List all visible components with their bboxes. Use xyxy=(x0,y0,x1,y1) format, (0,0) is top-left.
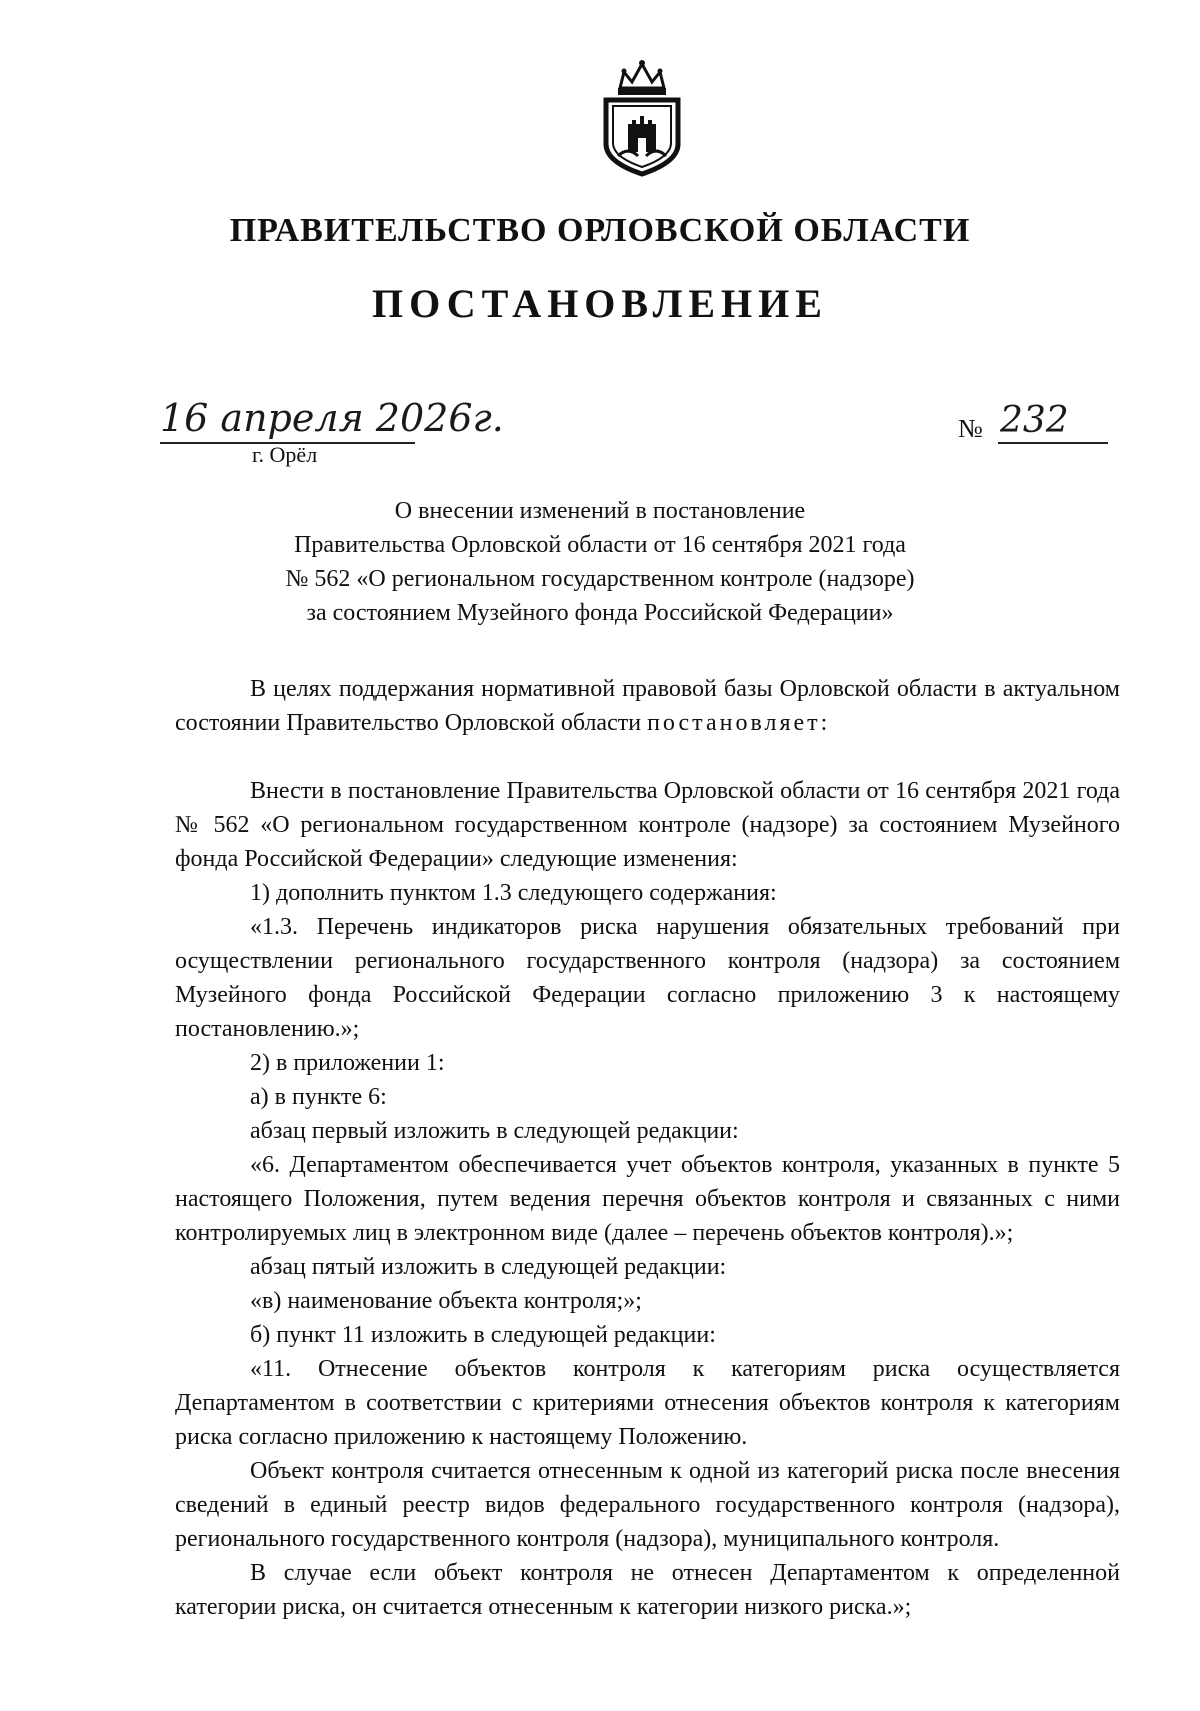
body-paragraph: «11. Отнесение объектов контроля к категориям риска осуществляется Департаментом в соответствии с критериями отнесения объектов контроля к категориям риска согласно приложению к настоящему Положению. xyxy=(175,1356,1120,1450)
body-paragraph: «1.3. Перечень индикаторов риска нарушения обязательных требований при осуществлении регионального государственного контроля (надзора) за состоянием Музейного фонда Российской Федерации согласно приложению 3 к настоящему постановлению.»; xyxy=(175,914,1120,1042)
body-paragraph: Внести в постановление Правительства Орловской области от 16 сентября 2021 года № 562 «О региональном государственном контроле (надзоре) за состоянием Музейного фонда Российской Федерации» следующие изменения: xyxy=(175,778,1120,872)
number-underline xyxy=(998,442,1108,444)
body-paragraph: «6. Департаментом обеспечивается учет объектов контроля, указанных в пункте 5 настоящего Положения, путем ведения перечня объектов контроля и связанных с ними контролируемых лиц в электронном виде (далее – перечень объектов контроля).»; xyxy=(175,1152,1120,1246)
organization-name: ПРАВИТЕЛЬСТВО ОРЛОВСКОЙ ОБЛАСТИ xyxy=(229,212,971,249)
body-paragraph: б) пункт 11 изложить в следующей редакции: xyxy=(250,1322,716,1348)
coat-of-arms-icon xyxy=(598,58,686,178)
body-paragraph: «в) наименование объекта контроля;»; xyxy=(250,1288,642,1314)
title-line: за состоянием Музейного фонда Российской Федерации» xyxy=(306,600,894,626)
body-paragraph: В случае если объект контроля не отнесен Департаментом к определенной категории риска, он считается отнесенным к категории низкого риска.»; xyxy=(175,1560,1120,1620)
preamble-text: В целях поддержания нормативной правовой базы Орловской области в актуальном состоянии Правительство Орловской области xyxy=(175,676,1120,736)
preamble-paragraph xyxy=(175,672,1120,740)
body-paragraph: а) в пункте 6: xyxy=(250,1084,387,1110)
preamble-end: : xyxy=(820,710,828,736)
body-paragraph: 2) в приложении 1: xyxy=(250,1050,445,1076)
document-number: 232 xyxy=(1000,400,1069,441)
document-date: 16 апреля 2026г. xyxy=(160,396,504,440)
document-type: ПОСТАНОВЛЕНИЕ xyxy=(372,281,828,326)
body-paragraph: абзац первый изложить в следующей редакции: xyxy=(250,1118,739,1144)
document-city: г. Орёл xyxy=(252,442,318,467)
document-body xyxy=(175,672,1120,1624)
title-line: № 562 «О региональном государственном контроле (надзоре) xyxy=(285,566,915,592)
body-paragraph: 1) дополнить пунктом 1.3 следующего содержания: xyxy=(250,880,777,906)
preamble-verb: постановляет xyxy=(647,710,821,736)
document-title xyxy=(240,494,960,630)
title-line: О внесении изменений в постановление xyxy=(394,498,806,524)
body-paragraph: Объект контроля считается отнесенным к одной из категорий риска после внесения сведений в единый реестр видов федерального государственного контроля (надзора), регионального государственного контроля (надзора), муниципального контроля. xyxy=(175,1458,1120,1552)
number-sign: № xyxy=(958,414,983,443)
body-paragraph: абзац пятый изложить в следующей редакции: xyxy=(250,1254,727,1280)
title-line: Правительства Орловской области от 16 сентября 2021 года xyxy=(294,532,906,558)
